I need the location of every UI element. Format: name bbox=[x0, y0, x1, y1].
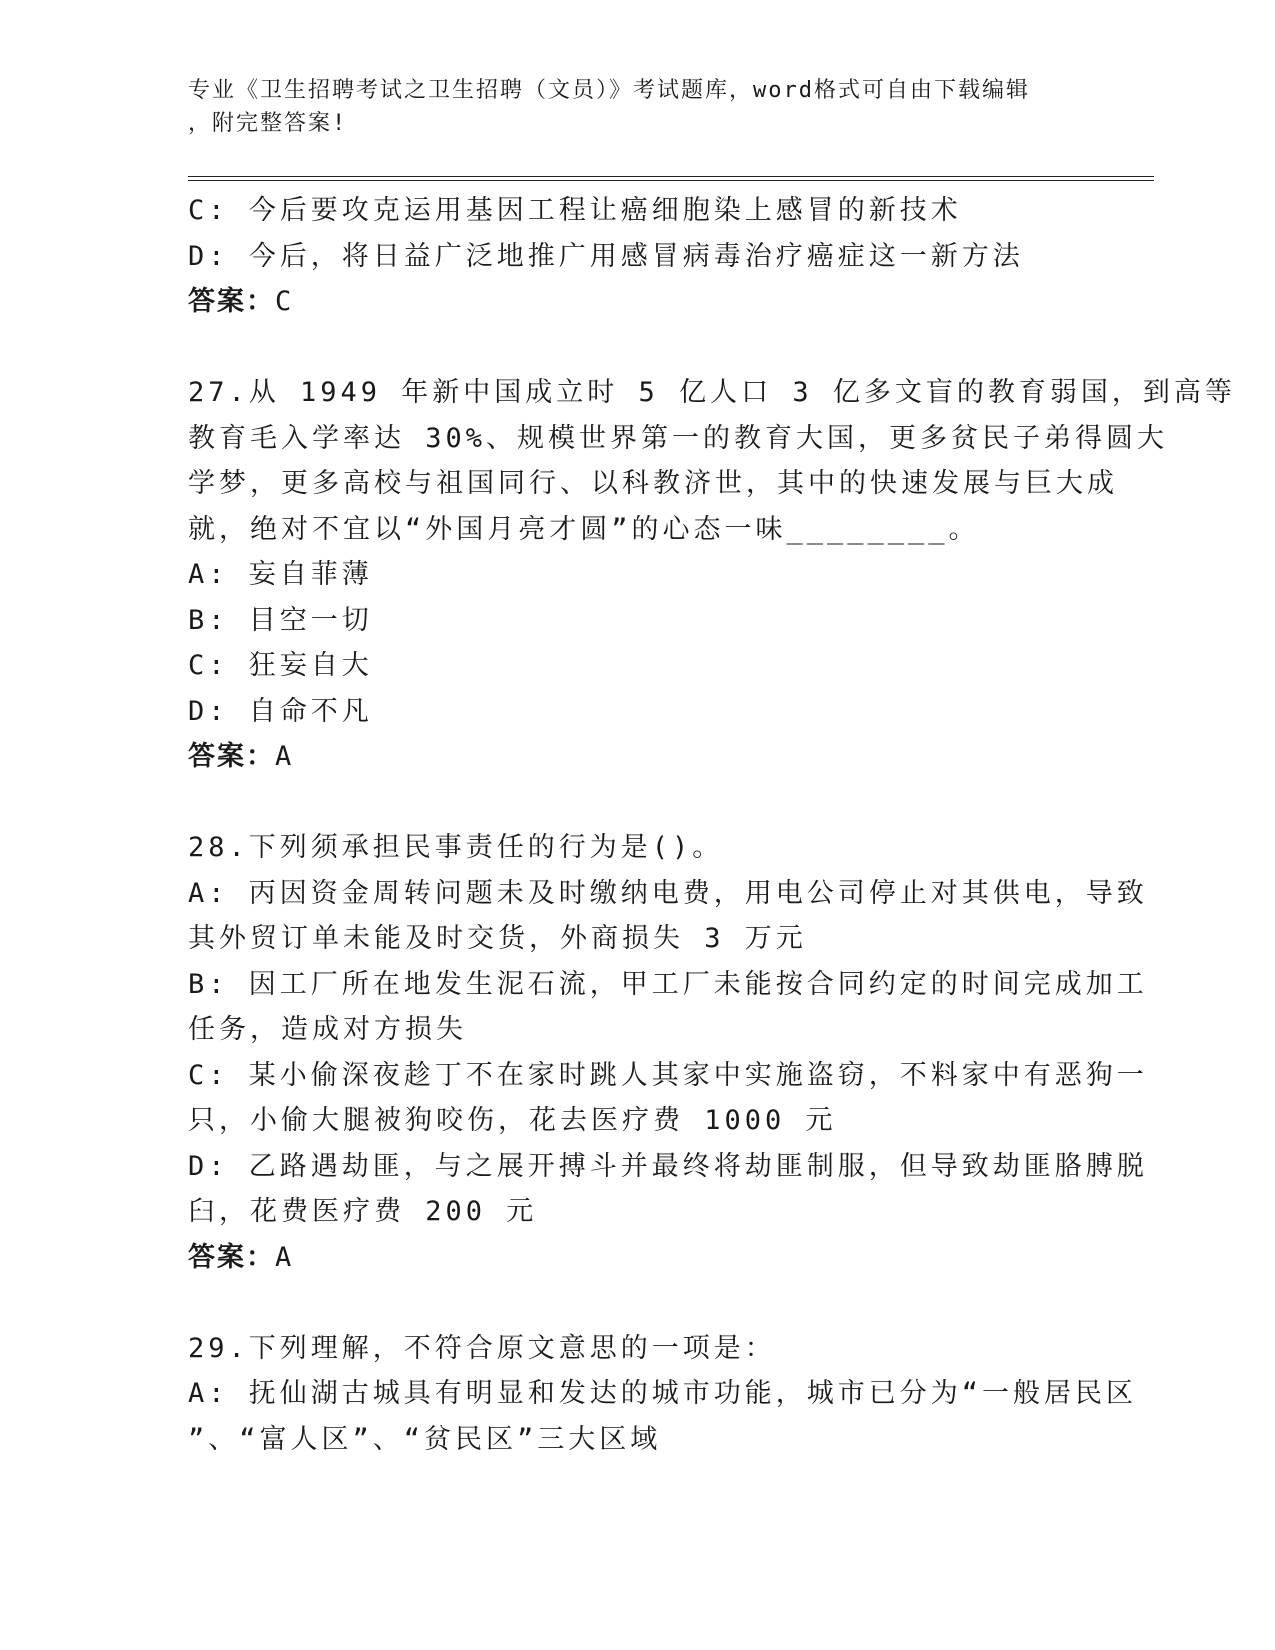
question-stem-line: 学梦，更多高校与祖国同行、以科教济世，其中的快速发展与巨大成 bbox=[188, 468, 1118, 499]
header-divider-top bbox=[188, 176, 1154, 177]
question-27 bbox=[188, 370, 1236, 780]
answer-value: A bbox=[275, 1241, 296, 1273]
option-a: A: 抚仙湖古城具有明显和发达的城市功能，城市已分为“一般居民区 bbox=[188, 1378, 1138, 1409]
question-26-tail bbox=[188, 188, 1088, 325]
question-29 bbox=[188, 1326, 1138, 1463]
option-c: C: 今后要攻克运用基因工程让癌细胞染上感冒的新技术 bbox=[188, 195, 962, 226]
answer-row bbox=[188, 734, 1088, 780]
question-28 bbox=[188, 825, 1148, 1280]
spacer bbox=[188, 780, 1088, 826]
document-header bbox=[188, 74, 1068, 140]
header-divider-bottom bbox=[188, 180, 1154, 181]
option-d: D: 自命不凡 bbox=[188, 695, 373, 727]
answer-row bbox=[188, 279, 1088, 325]
option-c: C: 某小偷深夜趁丁不在家时跳人其家中实施盗窃，不料家中有恶狗一 bbox=[188, 1059, 1148, 1091]
question-stem-line: 27.从 1949 年新中国成立时 5 亿人口 3 亿多文盲的教育弱国，到高等 bbox=[188, 377, 1236, 408]
answer-label: 答案： bbox=[188, 741, 275, 772]
option-d-continued: 臼，花费医疗费 200 元 bbox=[188, 1196, 538, 1227]
option-c: C: 狂妄自大 bbox=[188, 650, 373, 681]
question-stem-line: 29.下列理解，不符合原文意思的一项是： bbox=[188, 1332, 776, 1364]
question-stem-line: 教育毛入学率达 30%、规模世界第一的教育大国，更多贫民子弟得圆大 bbox=[188, 422, 1169, 454]
option-a-continued: 其外贸订单未能及时交货，外商损失 3 万元 bbox=[188, 923, 807, 954]
answer-value: C bbox=[275, 286, 296, 317]
option-a: A: 妄自菲薄 bbox=[188, 559, 373, 590]
option-b: B: 因工厂所在地发生泥石流，甲工厂未能按合同约定的时间完成加工 bbox=[188, 968, 1148, 1000]
header-title-line-2: ，附完整答案! bbox=[188, 111, 348, 136]
document-body bbox=[188, 188, 1236, 1462]
answer-value: A bbox=[275, 741, 296, 772]
header-title-line-1: 专业《卫生招聘考试之卫生招聘（文员）》考试题库，word格式可自由下载编辑 bbox=[188, 78, 1030, 103]
option-b-continued: 任务，造成对方损失 bbox=[188, 1014, 467, 1045]
option-d: D: 今后，将日益广泛地推广用感冒病毒治疗癌症这一新方法 bbox=[188, 240, 1024, 272]
option-d: D: 乙路遇劫匪，与之展开搏斗并最终将劫匪制服，但导致劫匪胳膊脱 bbox=[188, 1150, 1148, 1182]
question-stem-line: 28.下列须承担民事责任的行为是()。 bbox=[188, 832, 724, 863]
answer-label: 答案： bbox=[188, 1241, 275, 1273]
question-stem-line: 就，绝对不宜以“外国月亮才圆”的心态一味________。 bbox=[188, 513, 980, 545]
spacer bbox=[188, 1280, 1088, 1326]
option-c-continued: 只，小偷大腿被狗咬伤，花去医疗费 1000 元 bbox=[188, 1105, 837, 1136]
option-b: B: 目空一切 bbox=[188, 604, 373, 636]
option-a-continued: ”、“富人区”、“贫民区”三大区域 bbox=[188, 1423, 662, 1455]
answer-label: 答案： bbox=[188, 286, 275, 317]
option-a: A: 丙因资金周转问题未及时缴纳电费，用电公司停止对其供电，导致 bbox=[188, 877, 1148, 909]
answer-row bbox=[188, 1235, 1088, 1281]
spacer bbox=[188, 325, 1088, 371]
